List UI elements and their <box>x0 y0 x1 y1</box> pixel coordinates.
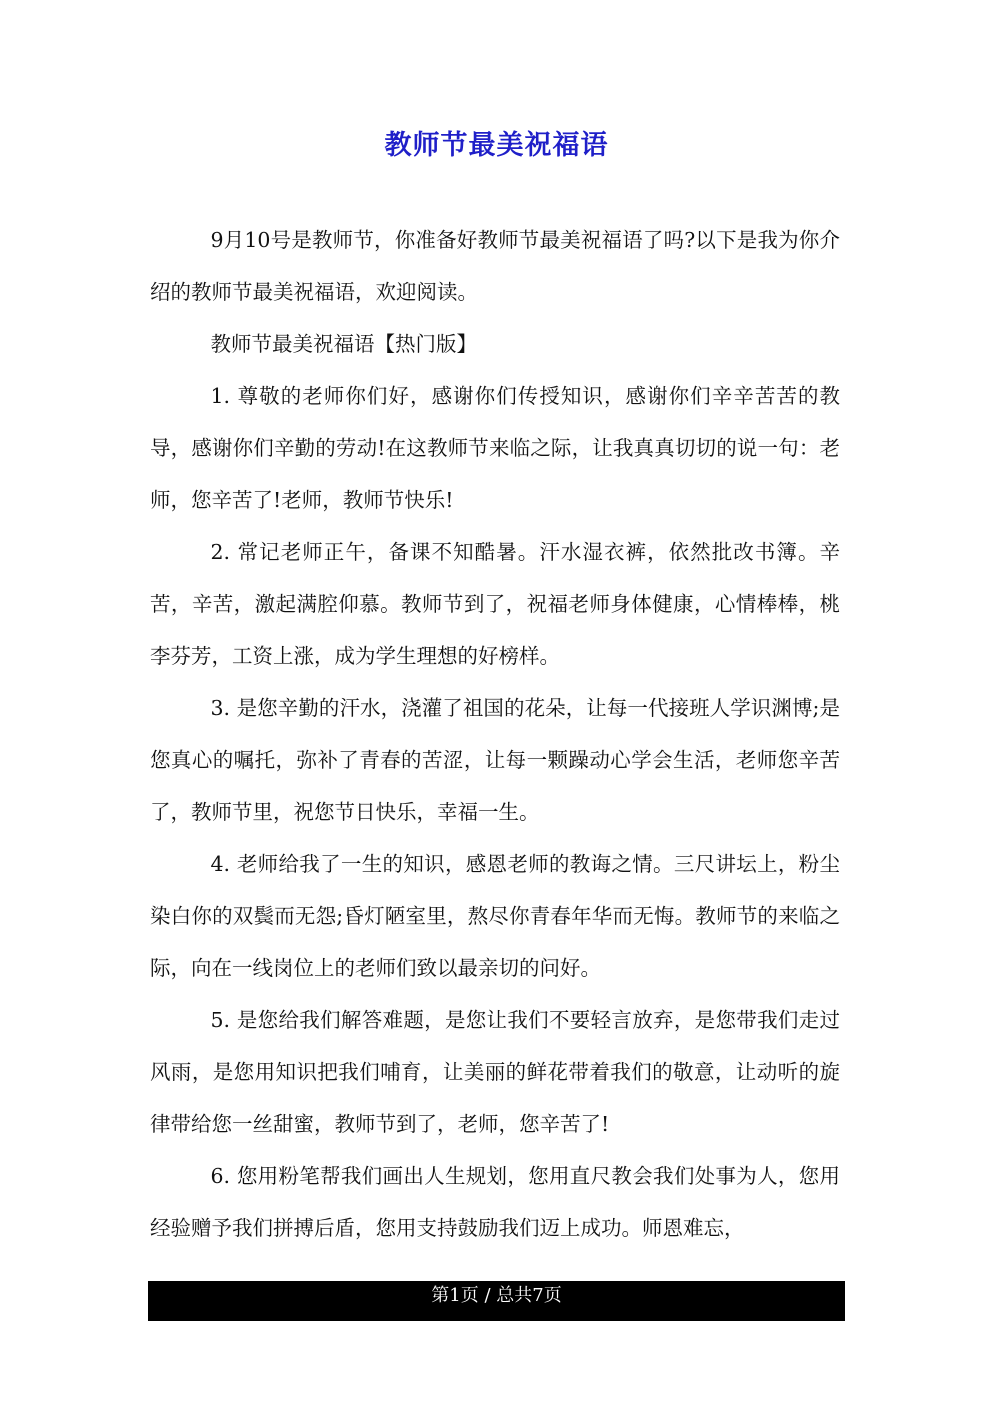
list-item: 1. 尊敬的老师你们好，感谢你们传授知识，感谢你们辛辛苦苦的教导，感谢你们辛勤的劳动!在这教师节来临之际，让我真真切切的说一句：老师，您辛苦了!老师，教师节快乐! <box>150 384 840 512</box>
page-footer <box>148 1281 845 1321</box>
list-item: 2. 常记老师正午，备课不知酷暑。汗水湿衣裤，依然批改书簿。辛苦，辛苦，激起满腔仰慕。教师节到了，祝福老师身体健康，心情棒棒，桃李芬芳，工资上涨，成为学生理想的好榜样。 <box>150 540 840 668</box>
list-item: 6. 您用粉笔帮我们画出人生规划，您用直尺教会我们处事为人，您用经验赠予我们拼搏后盾，您用支持鼓励我们迈上成功。师恩难忘， <box>150 1164 840 1240</box>
list-item: 5. 是您给我们解答难题，是您让我们不要轻言放弃，是您带我们走过风雨，是您用知识把我们哺育，让美丽的鲜花带着我们的敬意，让动听的旋律带给您一丝甜蜜，教师节到了，老师，您辛苦了! <box>150 1008 840 1136</box>
paragraph-intro: 9月10号是教师节，你准备好教师节最美祝福语了吗?以下是我为你介绍的教师节最美祝福语，欢迎阅读。 <box>150 228 840 304</box>
page-indicator: 第1页 / 总共7页 <box>431 1285 562 1306</box>
document-body <box>150 214 840 1254</box>
list-item: 3. 是您辛勤的汗水，浇灌了祖国的花朵，让每一代接班人学识渊博;是您真心的嘱托，弥补了青春的苦涩，让每一颗躁动心学会生活，老师您辛苦了，教师节里，祝您节日快乐，幸福一生。 <box>150 696 840 824</box>
list-item: 4. 老师给我了一生的知识，感恩老师的教诲之情。三尺讲坛上，粉尘染白你的双鬓而无怨;昏灯陋室里，熬尽你青春年华而无悔。教师节的来临之际，向在一线岗位上的老师们致以最亲切的问好。 <box>150 852 840 980</box>
section-heading: 教师节最美祝福语【热门版】 <box>210 332 477 356</box>
page-title: 教师节最美祝福语 <box>384 130 609 161</box>
